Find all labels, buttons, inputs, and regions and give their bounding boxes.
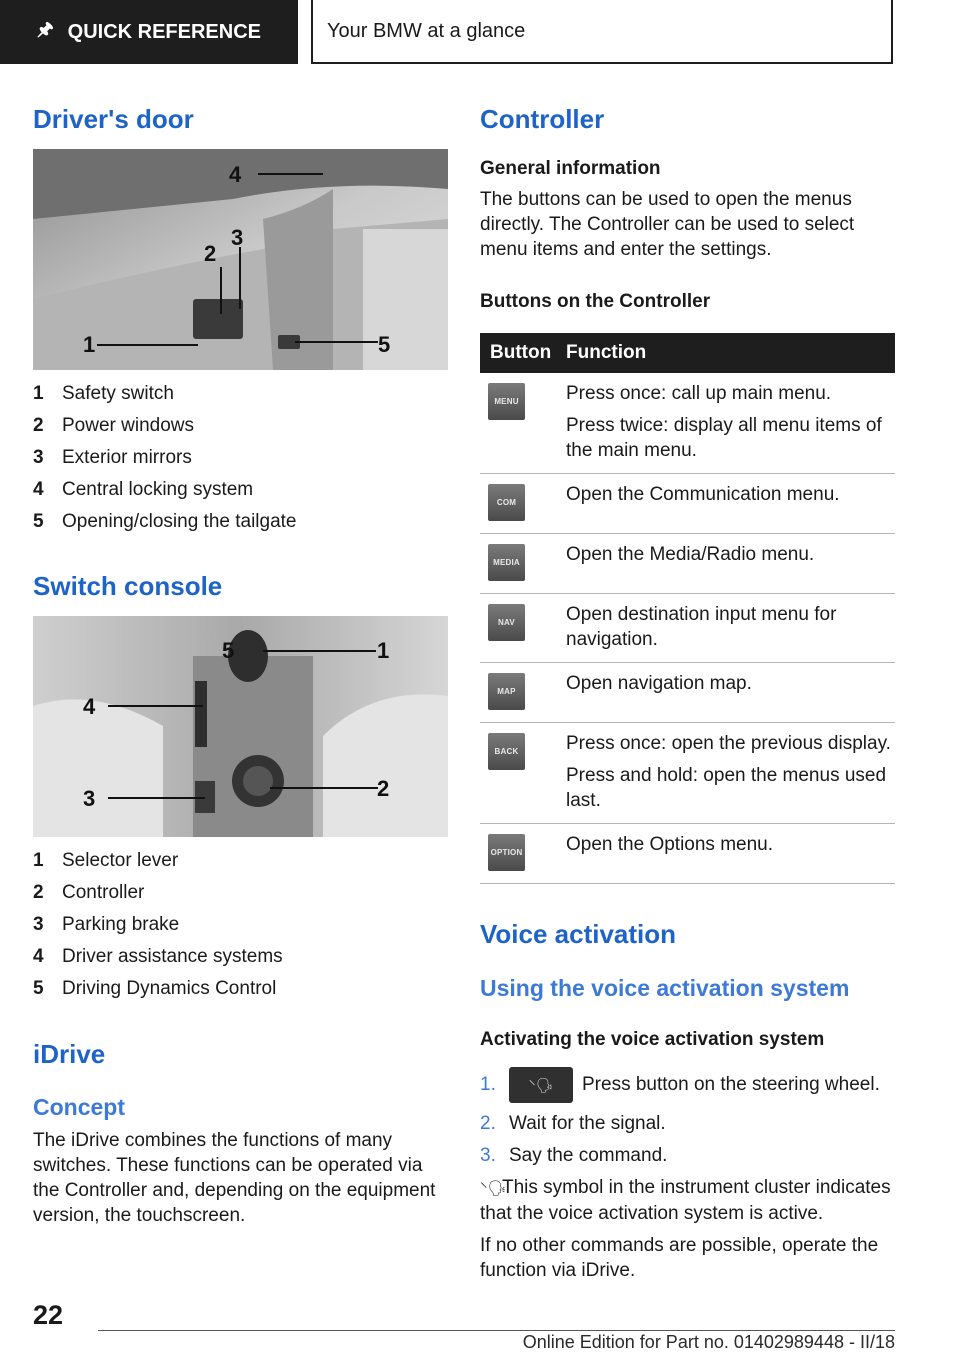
quick-reference-tab[interactable] (0, 0, 298, 64)
table-row: MEDIA Open the Media/Radio menu. (480, 534, 895, 594)
callout-5: 5 (222, 638, 235, 663)
table-row: BACK Press once: open the previous display. Press and hold: open the menus used last. (480, 723, 895, 824)
general-information-heading: General information (480, 158, 661, 179)
table-row: NAV Open destination input menu for navigation. (480, 594, 895, 663)
general-information-text: The buttons can be used to open the menus directly. The Controller can be used to select menu items and enter the settings. (480, 189, 855, 260)
pin-icon: 🖈︎ (36, 19, 54, 39)
list-item: 4 Central locking system (33, 479, 254, 500)
drivers-door-heading: Driver's door (33, 104, 194, 134)
footer-divider (98, 1330, 895, 1331)
idrive-concept-text: The iDrive combines the functions of many switches. These functions can be operated via the Controller and, depending on the equipment version, the touchscreen. (33, 1130, 436, 1226)
callout-4: 4 (83, 694, 96, 719)
voice-subheading: Using the voice activation system (480, 975, 850, 1001)
callout-3: 3 (231, 225, 244, 250)
drivers-door-legend (33, 378, 297, 538)
map-button-icon: MAP (488, 673, 525, 710)
list-item: 1 Selector lever (33, 850, 179, 871)
buttons-heading: Buttons on the Controller (480, 291, 711, 312)
callout-3: 3 (83, 786, 96, 811)
table-row: COM Open the Communication menu. (480, 474, 895, 534)
edition-text: Online Edition for Part no. 01402989448 - II/18 (522, 1332, 895, 1352)
switch-console-image (33, 616, 448, 837)
column-header-button: Button (480, 333, 566, 373)
callout-1: 1 (377, 638, 390, 663)
activating-heading: Activating the voice activation system (480, 1029, 825, 1050)
voice-symbol-text: ⸌🗣︎This symbol in the instrument cluster indicates that the voice activation system is active. (480, 1177, 891, 1224)
list-item: 3. Say the command. (480, 1145, 668, 1166)
list-item: 5 Opening/closing the tailgate (33, 511, 297, 532)
drivers-door-image (33, 149, 448, 370)
callout-2: 2 (204, 241, 217, 266)
list-item: 2. Wait for the signal. (480, 1113, 666, 1134)
list-item: 3 Exterior mirrors (33, 447, 192, 468)
callout-4: 4 (229, 162, 242, 187)
concept-subheading: Concept (33, 1094, 125, 1120)
page-number: 22 (33, 1300, 64, 1330)
voice-steps (480, 1062, 880, 1172)
list-item: 1. ⸌🗣︎ Press button on the steering wheel. (480, 1062, 880, 1108)
chapter-title: Your BMW at a glance (311, 0, 893, 64)
voice-activation-heading: Voice activation (480, 919, 677, 949)
table-row: MENU Press once: call up main menu. Press twice: display all menu items of the main menu. (480, 373, 895, 474)
table-header-row (480, 333, 895, 373)
voice-fallback-text: If no other commands are possible, operate the function via iDrive. (480, 1235, 879, 1281)
com-button-icon: COM (488, 484, 525, 521)
callout-5: 5 (378, 332, 391, 357)
menu-button-icon: MENU (488, 383, 525, 420)
list-item: 1 Safety switch (33, 383, 174, 404)
voice-button-icon: ⸌🗣︎ (509, 1067, 573, 1103)
switch-console-legend (33, 845, 283, 1005)
nav-button-icon: NAV (488, 604, 525, 641)
media-button-icon: MEDIA (488, 544, 525, 581)
list-item: 4 Driver assistance systems (33, 946, 283, 967)
callout-2: 2 (377, 776, 390, 801)
option-button-icon: OPTION (488, 834, 525, 871)
list-item: 2 Power windows (33, 415, 194, 436)
voice-symbol-icon: ⸌🗣︎ (480, 1180, 507, 1197)
list-item: 3 Parking brake (33, 914, 180, 935)
switch-console-heading: Switch console (33, 571, 223, 601)
controller-heading: Controller (480, 104, 605, 134)
column-header-function: Function (566, 333, 895, 373)
table-row: OPTION Open the Options menu. (480, 824, 895, 884)
table-row: MAP Open navigation map. (480, 663, 895, 723)
callout-1: 1 (83, 332, 96, 357)
quick-reference-label: QUICK REFERENCE (67, 20, 261, 43)
idrive-heading: iDrive (33, 1039, 106, 1069)
controller-buttons-table (480, 333, 895, 884)
list-item: 2 Controller (33, 882, 145, 903)
back-button-icon: BACK (488, 733, 525, 770)
list-item: 5 Driving Dynamics Control (33, 978, 277, 999)
